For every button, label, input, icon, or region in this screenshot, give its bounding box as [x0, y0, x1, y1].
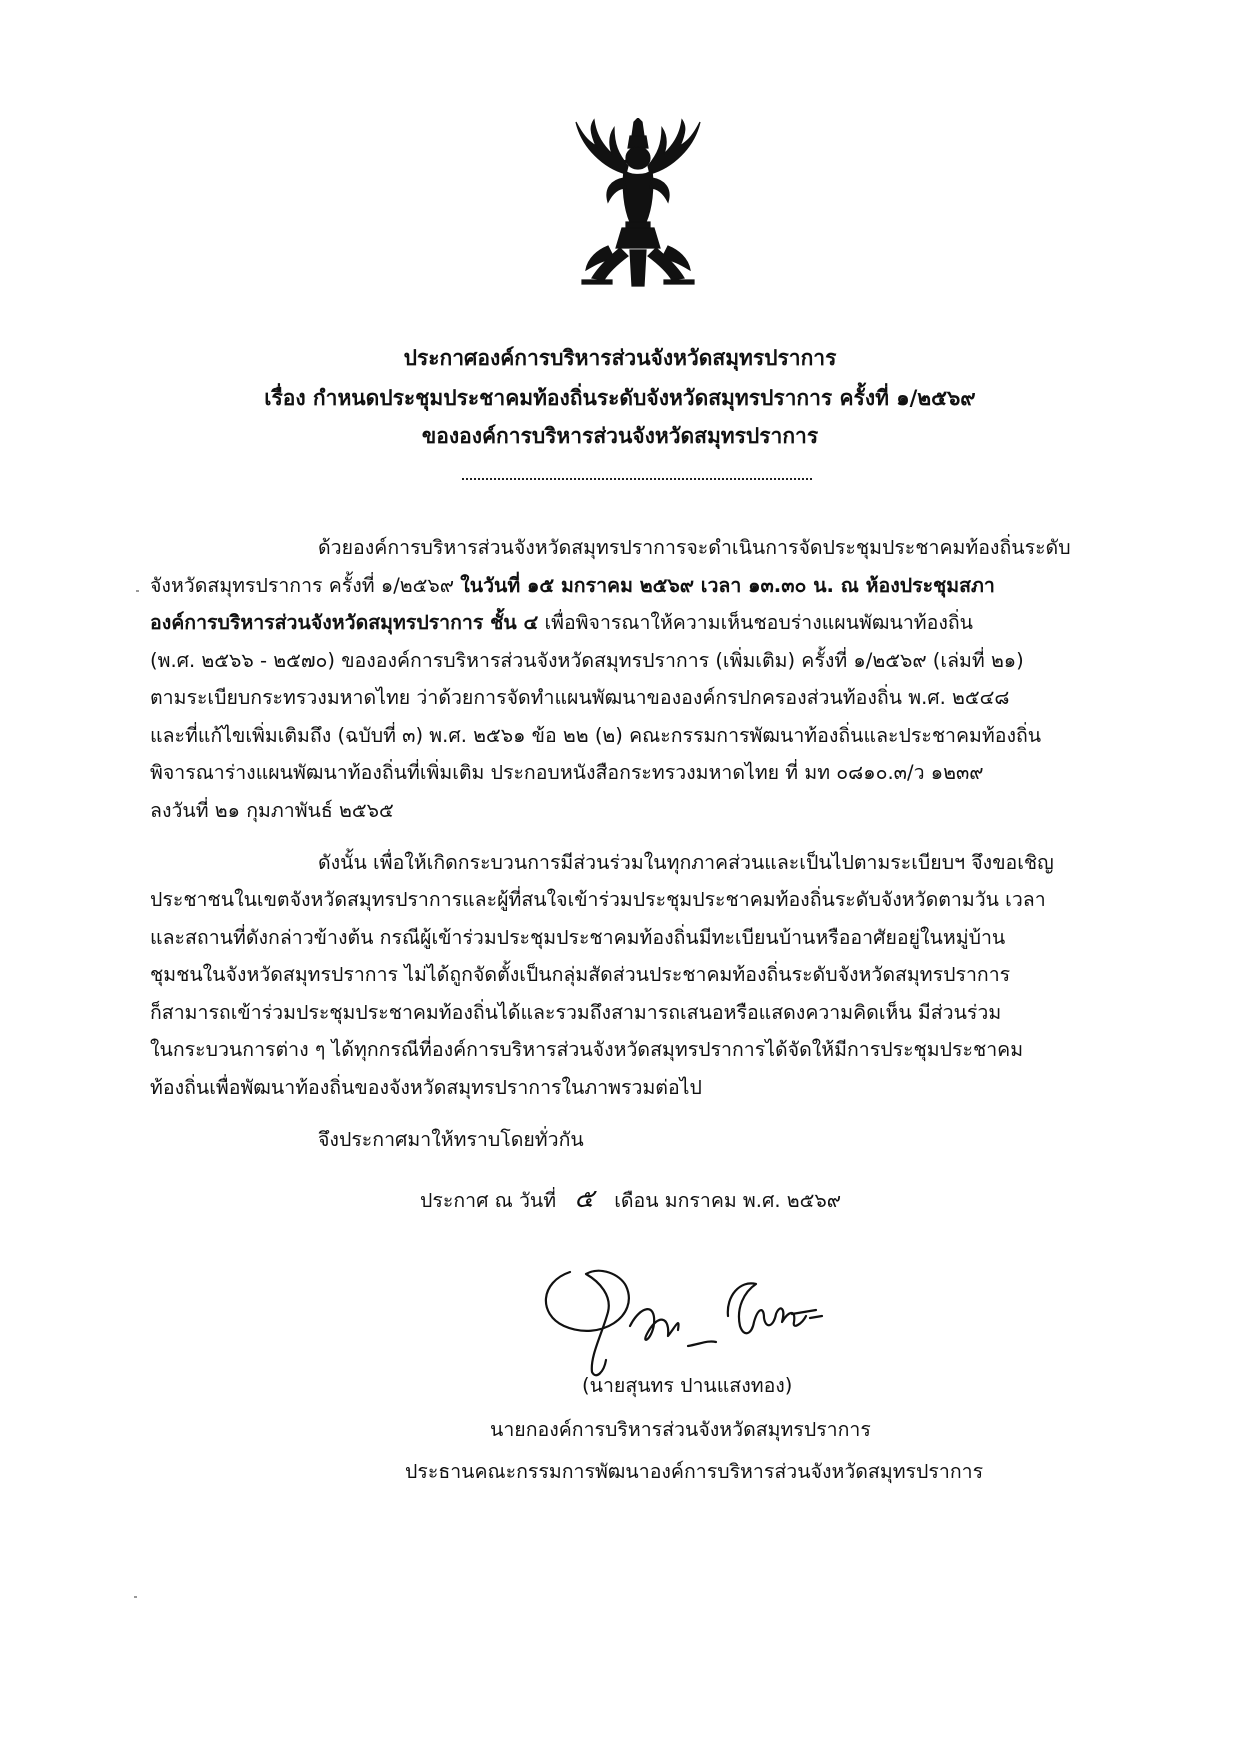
para1-line5: ตามระเบียบกระทรวงมหาดไทย ว่าด้วยการจัดทำแผนพัฒนาขององค์กรปกครองส่วนท้องถิ่น พ.ศ. ๒๕๔๘	[150, 686, 1010, 709]
para1-line8: ลงวันที่ ๒๑ กุมภาพันธ์ ๒๕๖๕	[150, 799, 394, 822]
date-prefix: ประกาศ ณ วันที่	[420, 1189, 557, 1212]
meeting-datetime-place: ในวันที่ ๑๕ มกราคม ๒๕๖๙ เวลา ๑๓.๓๐ น. ณ ห้องประชุมสภา	[460, 574, 995, 597]
announcement-subject: เรื่อง กำหนดประชุมประชาคมท้องถิ่นระดับจังหวัดสมุทรปราการ ครั้งที่ ๑/๒๕๖๙	[264, 386, 976, 410]
para2-line1: ดังนั้น เพื่อให้เกิดกระบวนการมีส่วนร่วมในทุกภาคส่วนและเป็นไปตามระเบียบฯ จึงขอเชิญ	[318, 851, 1054, 874]
para1-line7: พิจารณาร่างแผนพัฒนาท้องถิ่นที่เพิ่มเติม ประกอบหนังสือกระทรวงมหาดไทย ที่ มท ๐๘๑๐.๓/ว ๑๒๓๙	[150, 761, 984, 784]
signer-title-mayor: นายกองค์การบริหารส่วนจังหวัดสมุทรปราการ	[490, 1418, 871, 1441]
announcement-organization: ขององค์การบริหารส่วนจังหวัดสมุทรปราการ	[421, 424, 819, 448]
signer-name: (นายสุนทร ปานแสงทอง)	[582, 1374, 793, 1397]
dotted-separator	[462, 478, 812, 480]
para2-line7: ท้องถิ่นเพื่อพัฒนาท้องถิ่นของจังหวัดสมุทรปราการในภาพรวมต่อไป	[150, 1076, 702, 1099]
date-day: ๕	[574, 1184, 594, 1214]
para1-line1	[318, 538, 1090, 558]
para2-line4: ชุมชนในจังหวัดสมุทรปราการ ไม่ได้ถูกจัดตั้งเป็นกลุ่มสัดส่วนประชาคมท้องถิ่นระดับจังหวัดสมุทรปราการ	[150, 963, 1011, 986]
signer-title-chairman: ประธานคณะกรรมการพัฒนาองค์การบริหารส่วนจังหวัดสมุทรปราการ	[405, 1460, 984, 1483]
scan-speck	[136, 590, 139, 592]
meeting-location: องค์การบริหารส่วนจังหวัดสมุทรปราการ ชั้น ๔	[150, 611, 539, 634]
para1-line3	[150, 613, 1090, 633]
para1-line1-text: ด้วยองค์การบริหารส่วนจังหวัดสมุทรปราการจะดำเนินการจัดประชุมประชาคมท้องถิ่นระดับ	[318, 536, 1071, 559]
para2-line6: ในกระบวนการต่าง ๆ ได้ทุกกรณีที่องค์การบริหารส่วนจังหวัดสมุทรปราการได้จัดให้มีการประชุมประชาคม	[150, 1038, 1024, 1061]
para2-line3: และสถานที่ดังกล่าวข้างต้น กรณีผู้เข้าร่วมประชุมประชาคมท้องถิ่นมีทะเบียนบ้านหรืออาศัยอยู่ในหมู่บ้าน	[150, 926, 1006, 949]
para1-line2-text: จังหวัดสมุทรปราการ ครั้งที่ ๑/๒๕๖๙	[150, 574, 461, 597]
para2-line2: ประชาชนในเขตจังหวัดสมุทรปราการและผู้ที่สนใจเข้าร่วมประชุมประชาคมท้องถิ่นระดับจังหวัดตามวัน เวลา	[150, 888, 1046, 911]
para1-line6: และที่แก้ไขเพิ่มเติมถึง (ฉบับที่ ๓) พ.ศ. ๒๕๖๑ ข้อ ๒๒ (๒) คณะกรรมการพัฒนาท้องถิ่นและประชาคมท้องถิ่น	[150, 724, 1042, 747]
announcement-date	[420, 1186, 1020, 1212]
para1-line2	[150, 576, 1090, 596]
garuda-emblem	[568, 118, 708, 290]
date-suffix: เดือน มกราคม พ.ศ. ๒๕๖๙	[614, 1189, 842, 1212]
closing-statement: จึงประกาศมาให้ทราบโดยทั่วกัน	[318, 1128, 584, 1151]
scan-speck	[134, 1596, 137, 1598]
para1-line4: (พ.ศ. ๒๕๖๖ - ๒๕๗๐) ขององค์การบริหารส่วนจังหวัดสมุทรปราการ (เพิ่มเติม) ครั้งที่ ๑/๒๕๖๙ (เล่มที่ ๒๑)	[150, 649, 1024, 672]
announcement-title: ประกาศองค์การบริหารส่วนจังหวัดสมุทรปราการ	[403, 346, 837, 370]
para1-line3-text: เพื่อพิจารณาให้ความเห็นชอบร่างแผนพัฒนาท้องถิ่น	[538, 611, 974, 634]
para2-line5: ก็สามารถเข้าร่วมประชุมประชาคมท้องถิ่นได้และรวมถึงสามารถเสนอหรือแสดงความคิดเห็น มีส่วนร่วม	[150, 1001, 1002, 1024]
signature	[530, 1256, 860, 1388]
